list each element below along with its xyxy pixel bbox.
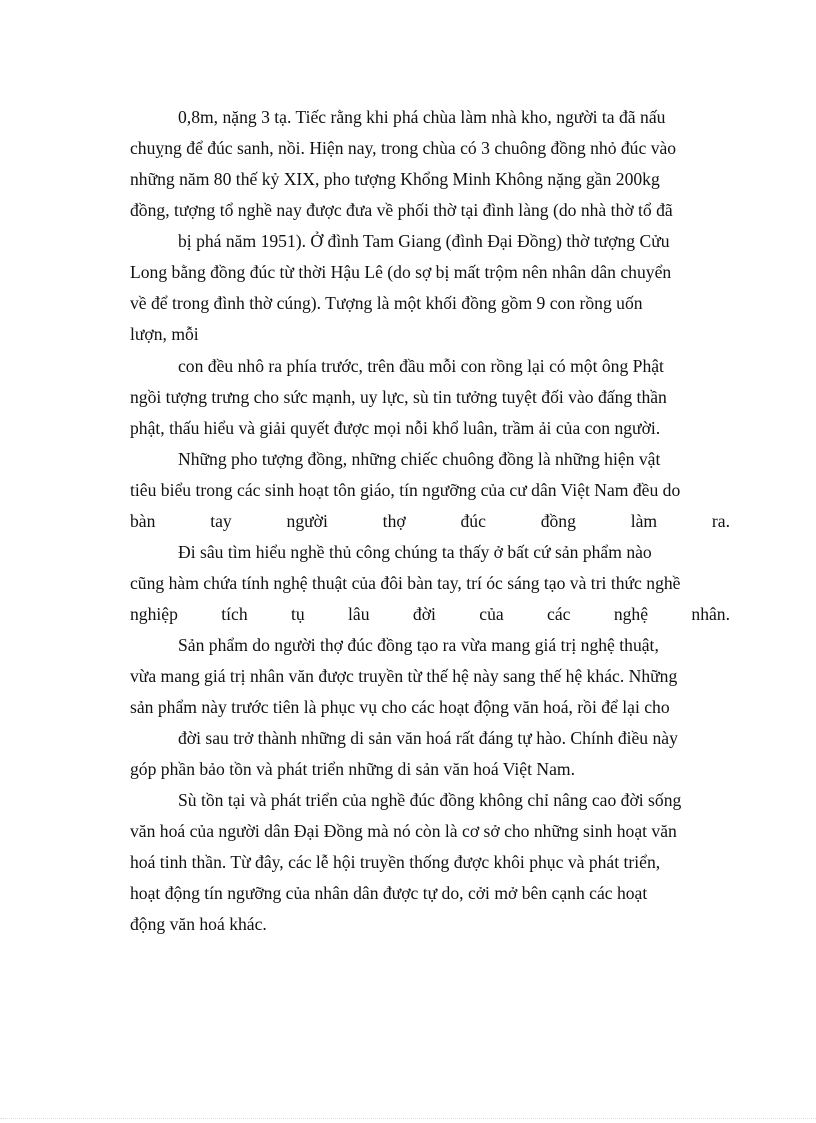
text-line: Sản phẩm do người thợ đúc đồng tạo ra vừa mang giá trị nghệ thuật, [178,635,659,655]
text-line: ngồi tượng trưng cho sức mạnh, uy lực, sù tin tưởng tuyệt đối vào đấng thần [130,387,667,407]
text-line: về để trong đình thờ cúng). Tượng là một khối đồng gồm 9 con rồng uốn [130,293,643,313]
text-line: Đi sâu tìm hiểu nghề thủ công chúng ta thấy ở bất cứ sản phẩm nào [178,542,652,562]
text-line: sản phẩm này trước tiên là phục vụ cho các hoạt động văn hoá, rồi để lại cho [130,697,670,717]
text-line: đồng, tượng tổ nghề nay được đưa về phối thờ tại đình làng (do nhà thờ tổ đã [130,200,673,220]
text-line: vừa mang giá trị nhân văn được truyền từ thế hệ này sang thế hệ khác. Những [130,666,678,686]
text-line: chuỵng để đúc sanh, nồi. Hiện nay, trong chùa có 3 chuông đồng nhỏ đúc vào [130,138,677,158]
text-line: Long bằng đồng đúc từ thời Hậu Lê (do sợ bị mất trộm nên nhân dân chuyển [130,262,672,282]
text-line: Sù tồn tại và phát triển của nghề đúc đồng không chỉ nâng cao đời sống [178,790,682,810]
text-line: lượn, mỗi [130,324,199,344]
text-line: những năm 80 thế kỷ XIX, pho tượng Khổng Minh Không nặng gần 200kg [130,169,660,189]
text-line: phật, thấu hiểu và giải quyết được mọi nỗi khổ luân, trầm ải của con người. [130,418,661,438]
text-line: nghiệp tích tụ lâu đời của các nghệ nhân. [130,604,730,624]
text-line: bị phá năm 1951). Ở đình Tam Giang (đình Đại Đồng) thờ tượng Cửu [178,231,670,251]
page-bottom-border [0,1118,816,1119]
text-line: tiêu biểu trong các sinh hoạt tôn giáo, tín ngưỡng của cư dân Việt Nam đều do [130,480,681,500]
text-line: 0,8m, nặng 3 tạ. Tiếc rằng khi phá chùa làm nhà kho, người ta đã nấu [178,107,666,127]
text-line: hoạt động tín ngưỡng của nhân dân được tự do, cởi mở bên cạnh các hoạt [130,883,648,903]
text-line: bàn tay người thợ đúc đồng làm ra. [130,511,730,531]
body-text [130,102,730,940]
text-line: động văn hoá khác. [130,914,267,934]
text-line: đời sau trở thành những di sản văn hoá rất đáng tự hào. Chính điều này [178,728,678,748]
text-line: văn hoá của người dân Đại Đồng mà nó còn là cơ sở cho những sinh hoạt văn [130,821,677,841]
text-line: góp phần bảo tồn và phát triển những di sản văn hoá Việt Nam. [130,759,575,779]
text-line: hoá tinh thần. Từ đây, các lễ hội truyền thống được khôi phục và phát triển, [130,852,661,872]
text-line: con đều nhô ra phía trước, trên đầu mỗi con rồng lại có một ông Phật [178,356,664,376]
text-line: Những pho tượng đồng, những chiếc chuông đồng là những hiện vật [178,449,661,469]
text-line: cũng hàm chứa tính nghệ thuật của đôi bàn tay, trí óc sáng tạo và tri thức nghề [130,573,681,593]
